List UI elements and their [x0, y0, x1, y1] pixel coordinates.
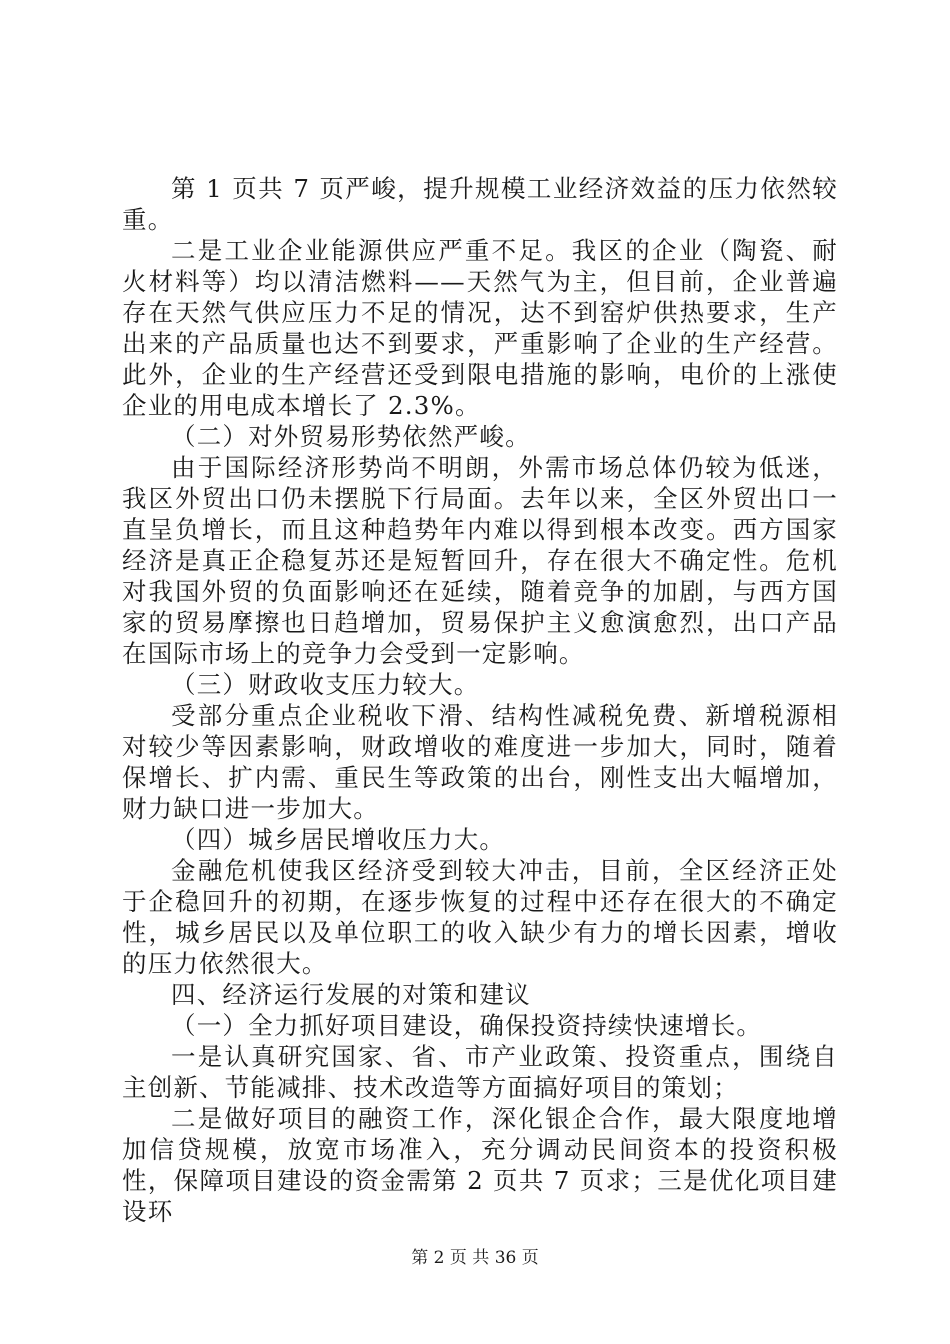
paragraph: 一是认真研究国家、省、市产业政策、投资重点，围绕自主创新、节能减排、技术改造等方面搞好项目的策划； [122, 1042, 838, 1102]
document-body [122, 173, 838, 1227]
section-heading: 四、经济运行发展的对策和建议 [171, 980, 531, 1009]
section-heading: （四）城乡居民增收压力大。 [171, 825, 506, 854]
section-heading: （三）财政收支压力较大。 [171, 670, 480, 699]
page-footer: 第 2 页 共 36 页 [411, 1248, 539, 1268]
paragraph: 二是工业企业能源供应严重不足。我区的企业（陶瓷、耐火材料等）均以清洁燃料——天然气为主，但目前，企业普遍存在天然气供应压力不足的情况，达不到窑炉供热要求，生产出来的产品质量也达不到要求，严重影响了企业的生产经营。此外，企业的生产经营还受到限电措施的影响，电价的上涨使企业的用电成本增长了 2.3%。 [122, 236, 838, 420]
paragraph: 受部分重点企业税收下滑、结构性减税免费、新增税源相对较少等因素影响，财政增收的难度进一步加大，同时，随着保增长、扩内需、重民生等政策的出台，刚性支出大幅增加，财力缺口进一步加大。 [122, 701, 838, 823]
paragraph: 二是做好项目的融资工作，深化银企合作，最大限度地增加信贷规模，放宽市场准入，充分调动民间资本的投资积极性，保障项目建设的资金需第 2 页共 7 页求；三是优化项目建设环 [122, 1104, 838, 1226]
section-heading: （一）全力抓好项目建设，确保投资持续快速增长。 [171, 1011, 763, 1040]
section-heading: （二）对外贸易形势依然严峻。 [171, 422, 531, 451]
paragraph: 第 1 页共 7 页严峻，提升规模工业经济效益的压力依然较重。 [122, 174, 838, 234]
paragraph: 金融危机使我区经济受到较大冲击，目前，全区经济正处于企稳回升的初期，在逐步恢复的过程中还存在很大的不确定性，城乡居民以及单位职工的收入缺少有力的增长因素，增收的压力依然很大。 [122, 856, 838, 978]
paragraph: 由于国际经济形势尚不明朗，外需市场总体仍较为低迷，我区外贸出口仍未摆脱下行局面。去年以来，全区外贸出口一直呈负增长，而且这种趋势年内难以得到根本改变。西方国家经济是真正企稳复苏还是短暂回升，存在很大不确定性。危机对我国外贸的负面影响还在延续，随着竞争的加剧，与西方国家的贸易摩擦也日趋增加，贸易保护主义愈演愈烈，出口产品在国际市场上的竞争力会受到一定影响。 [122, 453, 838, 668]
